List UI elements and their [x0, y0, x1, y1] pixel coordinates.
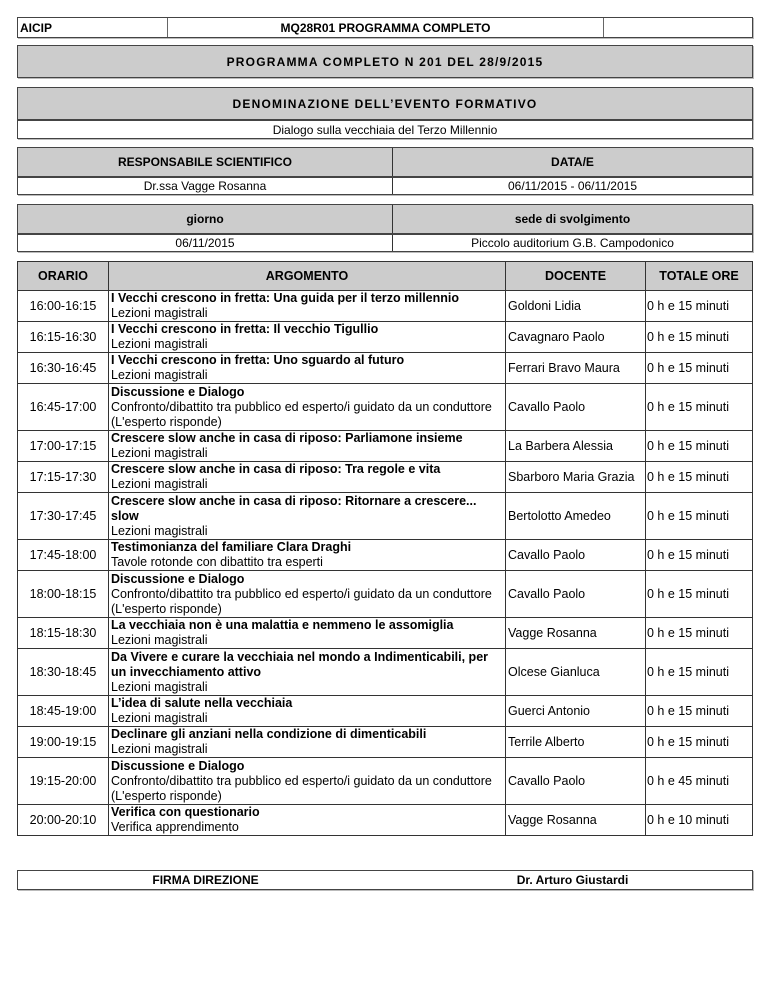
topic-title: Verifica con questionario — [111, 805, 260, 819]
table-row — [18, 649, 753, 696]
topic-type: Lezioni magistrali — [111, 679, 208, 694]
topic-cell — [109, 649, 506, 696]
table-row — [18, 353, 753, 384]
program-table-body — [18, 291, 753, 836]
topic-type: Confronto/dibattito tra pubblico ed esperto/i guidato da un conduttore (L'esperto risponde) — [111, 773, 492, 803]
total-hours-cell: 0 h e 15 minuti — [646, 727, 753, 758]
teacher-cell: Bertolotto Amedeo — [506, 493, 646, 540]
event-heading-text: DENOMINAZIONE DELL’EVENTO FORMATIVO — [232, 96, 538, 111]
program-table — [17, 261, 753, 836]
topic-cell — [109, 384, 506, 431]
dates-label: DATA/E — [551, 155, 594, 169]
topic-title: Crescere slow anche in casa di riposo: Tra regole e vita — [111, 462, 441, 476]
column-header-orario: ORARIO — [18, 262, 109, 291]
total-hours-cell: 0 h e 15 minuti — [646, 571, 753, 618]
time-cell: 19:00-19:15 — [18, 727, 109, 758]
time-cell: 18:45-19:00 — [18, 696, 109, 727]
total-hours-cell: 0 h e 15 minuti — [646, 540, 753, 571]
teacher-cell: Terrile Alberto — [506, 727, 646, 758]
teacher-cell: Cavallo Paolo — [506, 384, 646, 431]
topic-cell — [109, 571, 506, 618]
topic-title: La vecchiaia non è una malattia e nemmeno le assomiglia — [111, 618, 454, 632]
teacher-cell: Guerci Antonio — [506, 696, 646, 727]
topic-cell — [109, 696, 506, 727]
column-header-argomento: ARGOMENTO — [109, 262, 506, 291]
program-banner-text: PROGRAMMA COMPLETO N 201 DEL 28/9/2015 — [226, 54, 544, 69]
time-cell: 17:00-17:15 — [18, 431, 109, 462]
topic-title: Crescere slow anche in casa di riposo: Ritornare a crescere... slow — [111, 493, 477, 523]
org-name: AICIP — [18, 18, 168, 37]
total-hours-cell: 0 h e 15 minuti — [646, 353, 753, 384]
program-banner — [17, 45, 753, 78]
teacher-cell: Vagge Rosanna — [506, 618, 646, 649]
table-row — [18, 493, 753, 540]
time-cell: 16:00-16:15 — [18, 291, 109, 322]
topic-type: Lezioni magistrali — [111, 306, 208, 320]
total-hours-cell: 0 h e 15 minuti — [646, 291, 753, 322]
topic-type: Lezioni magistrali — [111, 711, 208, 725]
table-row — [18, 322, 753, 353]
teacher-cell: Cavallo Paolo — [506, 571, 646, 618]
table-row — [18, 758, 753, 805]
total-hours-cell: 0 h e 15 minuti — [646, 322, 753, 353]
venue-value: Piccolo auditorium G.B. Campodonico — [471, 236, 674, 250]
topic-title: Discussione e Dialogo — [111, 384, 245, 399]
responsible-label: RESPONSABILE SCIENTIFICO — [18, 148, 393, 176]
teacher-cell: Olcese Gianluca — [506, 649, 646, 696]
time-cell: 17:30-17:45 — [18, 493, 109, 540]
document-code-title: MQ28R01 PROGRAMMA COMPLETO — [168, 18, 604, 37]
topic-cell — [109, 431, 506, 462]
day-label: giorno — [18, 205, 393, 233]
responsible-header-row — [17, 147, 753, 177]
topic-title: Da Vivere e curare la vecchiaia nel mondo a Indimenticabili, per un invecchiamento attivo — [111, 649, 489, 679]
time-cell: 16:30-16:45 — [18, 353, 109, 384]
teacher-cell: La Barbera Alessia — [506, 431, 646, 462]
topic-type: Confronto/dibattito tra pubblico ed esperto/i guidato da un conduttore (L'esperto risponde) — [111, 399, 492, 429]
table-row — [18, 571, 753, 618]
day-value: 06/11/2015 — [18, 235, 393, 251]
time-cell: 18:00-18:15 — [18, 571, 109, 618]
topic-type: Lezioni magistrali — [111, 446, 208, 460]
time-cell: 18:30-18:45 — [18, 649, 109, 696]
total-hours-cell: 0 h e 45 minuti — [646, 758, 753, 805]
time-cell: 16:45-17:00 — [18, 384, 109, 431]
table-row — [18, 727, 753, 758]
teacher-cell: Vagge Rosanna — [506, 805, 646, 836]
total-hours-cell: 0 h e 15 minuti — [646, 618, 753, 649]
topic-title: I Vecchi crescono in fretta: Uno sguardo al futuro — [111, 353, 405, 367]
table-row — [18, 291, 753, 322]
document-header-row — [17, 17, 753, 38]
teacher-cell: Ferrari Bravo Maura — [506, 353, 646, 384]
topic-type: Confronto/dibattito tra pubblico ed esperto/i guidato da un conduttore (L'esperto risponde) — [111, 586, 492, 616]
topic-type: Lezioni magistrali — [111, 742, 208, 756]
topic-cell — [109, 540, 506, 571]
topic-type: Lezioni magistrali — [111, 368, 208, 382]
teacher-cell: Goldoni Lidia — [506, 291, 646, 322]
topic-title: Testimonianza del familiare Clara Draghi — [111, 540, 352, 554]
topic-type: Lezioni magistrali — [111, 523, 208, 538]
table-row — [18, 462, 753, 493]
topic-type: Lezioni magistrali — [111, 633, 208, 647]
table-row — [18, 384, 753, 431]
header-empty-cell — [604, 18, 752, 37]
table-row — [18, 540, 753, 571]
total-hours-cell: 0 h e 10 minuti — [646, 805, 753, 836]
table-row — [18, 431, 753, 462]
topic-cell — [109, 291, 506, 322]
total-hours-cell: 0 h e 15 minuti — [646, 493, 753, 540]
total-hours-cell: 0 h e 15 minuti — [646, 649, 753, 696]
time-cell: 18:15-18:30 — [18, 618, 109, 649]
topic-cell — [109, 322, 506, 353]
signature-name: Dr. Arturo Giustardi — [516, 873, 629, 887]
topic-cell — [109, 805, 506, 836]
topic-title: Discussione e Dialogo — [111, 571, 245, 586]
dates-value: 06/11/2015 - 06/11/2015 — [508, 179, 637, 193]
teacher-cell: Cavagnaro Paolo — [506, 322, 646, 353]
teacher-cell: Sbarboro Maria Grazia — [506, 462, 646, 493]
topic-cell — [109, 493, 506, 540]
topic-title: I Vecchi crescono in fretta: Il vecchio Tigullio — [111, 322, 379, 336]
topic-type: Lezioni magistrali — [111, 337, 208, 351]
topic-title: Crescere slow anche in casa di riposo: Parliamone insieme — [111, 431, 463, 445]
event-heading — [17, 87, 753, 120]
topic-cell — [109, 353, 506, 384]
topic-title: Discussione e Dialogo — [111, 758, 245, 773]
topic-title: L’idea di salute nella vecchiaia — [111, 696, 293, 710]
time-cell: 20:00-20:10 — [18, 805, 109, 836]
topic-cell — [109, 758, 506, 805]
signature-row — [17, 870, 753, 890]
table-row — [18, 805, 753, 836]
signature-label: FIRMA DIREZIONE — [152, 873, 259, 887]
venue-value-row — [17, 234, 753, 252]
teacher-cell: Cavallo Paolo — [506, 758, 646, 805]
venue-header-row — [17, 204, 753, 234]
time-cell: 17:45-18:00 — [18, 540, 109, 571]
topic-type: Verifica apprendimento — [111, 820, 239, 834]
teacher-cell: Cavallo Paolo — [506, 540, 646, 571]
responsible-value-row — [17, 177, 753, 195]
venue-label: sede di svolgimento — [514, 212, 631, 226]
table-row — [18, 696, 753, 727]
time-cell: 16:15-16:30 — [18, 322, 109, 353]
time-cell: 17:15-17:30 — [18, 462, 109, 493]
table-header-row — [18, 262, 753, 291]
event-name — [17, 120, 753, 139]
total-hours-cell: 0 h e 15 minuti — [646, 696, 753, 727]
topic-cell — [109, 618, 506, 649]
column-header-totale-ore: TOTALE ORE — [646, 262, 753, 291]
topic-cell — [109, 462, 506, 493]
time-cell: 19:15-20:00 — [18, 758, 109, 805]
responsible-value: Dr.ssa Vagge Rosanna — [18, 178, 393, 194]
total-hours-cell: 0 h e 15 minuti — [646, 462, 753, 493]
table-row — [18, 618, 753, 649]
column-header-docente: DOCENTE — [506, 262, 646, 291]
event-name-text: Dialogo sulla vecchiaia del Terzo Millennio — [272, 122, 498, 137]
total-hours-cell: 0 h e 15 minuti — [646, 384, 753, 431]
total-hours-cell: 0 h e 15 minuti — [646, 431, 753, 462]
topic-cell — [109, 727, 506, 758]
topic-type: Tavole rotonde con dibattito tra esperti — [111, 555, 323, 569]
topic-title: Declinare gli anziani nella condizione di dimenticabili — [111, 727, 427, 741]
topic-type: Lezioni magistrali — [111, 477, 208, 491]
topic-title: I Vecchi crescono in fretta: Una guida per il terzo millennio — [111, 291, 459, 305]
